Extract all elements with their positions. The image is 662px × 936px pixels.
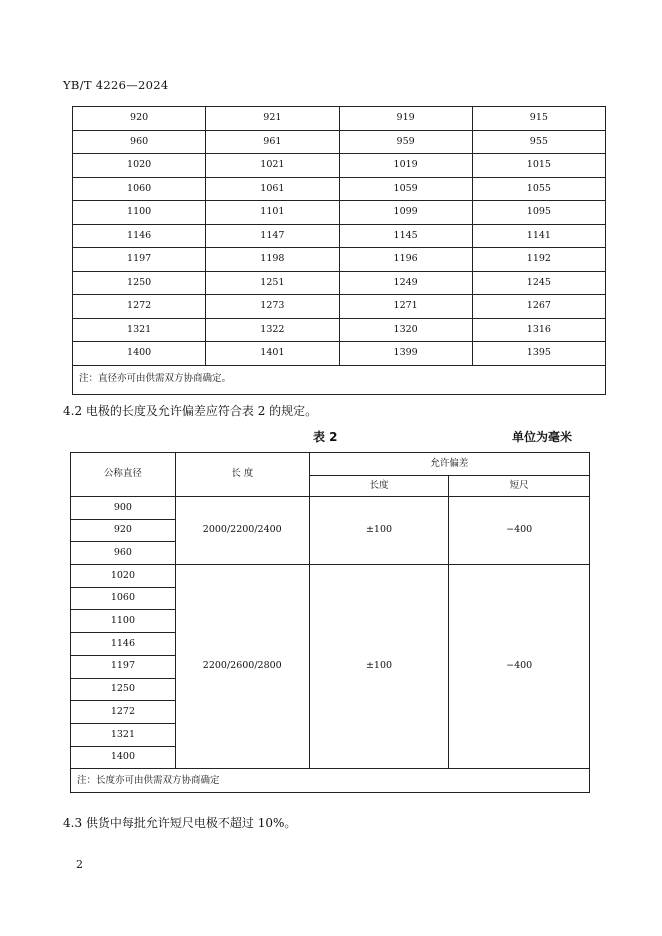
table-row <box>73 271 606 295</box>
table-cell: 1060 <box>73 177 206 201</box>
table-cell: 1196 <box>339 248 472 272</box>
table-note-row <box>73 365 606 394</box>
header-tolerance-short: 短尺 <box>449 476 590 497</box>
table-row <box>73 154 606 178</box>
document-id: YB/T 4226—2024 <box>63 78 169 92</box>
length-cell: 2200/2600/2800 <box>175 565 309 769</box>
table-row <box>73 107 606 131</box>
table-cell: 1249 <box>339 271 472 295</box>
table-row <box>73 224 606 248</box>
table-cell: 1146 <box>73 224 206 248</box>
table-cell: 1147 <box>206 224 339 248</box>
table-cell: 1059 <box>339 177 472 201</box>
table-cell: 1273 <box>206 295 339 319</box>
table-note: 注：长度亦可由供需双方协商确定 <box>71 769 590 793</box>
table-cell: 1100 <box>73 201 206 225</box>
table-cell: 1145 <box>339 224 472 248</box>
table-cell: 1316 <box>472 318 605 342</box>
table-cell: 955 <box>472 130 605 154</box>
clause-4-3: 4.3 供货中每批允许短尺电极不超过 10%。 <box>63 816 297 830</box>
table-cell: 1061 <box>206 177 339 201</box>
table-cell: 1197 <box>73 248 206 272</box>
diameter-table <box>72 106 606 395</box>
table-cell: 1245 <box>472 271 605 295</box>
table-row <box>73 130 606 154</box>
header-length: 长 度 <box>175 453 309 497</box>
table-cell: 1267 <box>472 295 605 319</box>
diameter-cell: 1020 <box>71 565 176 588</box>
table-cell: 960 <box>73 130 206 154</box>
table-cell: 1055 <box>472 177 605 201</box>
diameter-cell: 1321 <box>71 723 176 746</box>
tolerance-short-cell: −400 <box>449 497 590 565</box>
table-cell: 915 <box>472 107 605 131</box>
table-cell: 1272 <box>73 295 206 319</box>
diameter-cell: 1060 <box>71 587 176 610</box>
length-table-header-row <box>71 453 590 476</box>
table-cell: 1271 <box>339 295 472 319</box>
table-cell: 959 <box>339 130 472 154</box>
page-number: 2 <box>76 858 83 871</box>
table-cell: 1251 <box>206 271 339 295</box>
table-row <box>73 201 606 225</box>
table-note: 注：直径亦可由供需双方协商确定。 <box>73 365 606 394</box>
diameter-cell: 1100 <box>71 610 176 633</box>
table-cell: 1400 <box>73 342 206 366</box>
table-cell: 1192 <box>472 248 605 272</box>
table-cell: 1395 <box>472 342 605 366</box>
diameter-table-body <box>73 107 606 395</box>
tolerance-short-cell: −400 <box>449 565 590 769</box>
table-row <box>71 497 590 520</box>
diameter-cell: 1272 <box>71 701 176 724</box>
table-cell: 921 <box>206 107 339 131</box>
diameter-cell: 1197 <box>71 655 176 678</box>
table-cell: 1322 <box>206 318 339 342</box>
length-table <box>70 452 590 793</box>
table-row <box>73 248 606 272</box>
table-row <box>73 295 606 319</box>
table-cell: 1320 <box>339 318 472 342</box>
diameter-cell: 1250 <box>71 678 176 701</box>
table-cell: 1101 <box>206 201 339 225</box>
table-cell: 1099 <box>339 201 472 225</box>
table-cell: 1020 <box>73 154 206 178</box>
table-cell: 1021 <box>206 154 339 178</box>
table-cell: 961 <box>206 130 339 154</box>
table-cell: 919 <box>339 107 472 131</box>
diameter-cell: 1400 <box>71 746 176 769</box>
table-note-row <box>71 769 590 793</box>
header-diameter: 公称直径 <box>71 453 176 497</box>
tolerance-length-cell: ±100 <box>309 565 449 769</box>
table-cell: 920 <box>73 107 206 131</box>
tolerance-length-cell: ±100 <box>309 497 449 565</box>
table-row <box>73 177 606 201</box>
diameter-cell: 960 <box>71 542 176 565</box>
table-cell: 1399 <box>339 342 472 366</box>
table-cell: 1250 <box>73 271 206 295</box>
length-table-body <box>71 453 590 793</box>
header-tolerance-length: 长度 <box>309 476 449 497</box>
length-cell: 2000/2200/2400 <box>175 497 309 565</box>
table-cell: 1015 <box>472 154 605 178</box>
diameter-cell: 920 <box>71 519 176 542</box>
table-cell: 1321 <box>73 318 206 342</box>
table-row <box>71 565 590 588</box>
table2-unit: 单位为毫米 <box>512 430 573 444</box>
table-cell: 1095 <box>472 201 605 225</box>
table2-title: 表 2 <box>313 430 338 444</box>
table-row <box>73 342 606 366</box>
table-row <box>73 318 606 342</box>
diameter-cell: 1146 <box>71 633 176 656</box>
table-cell: 1198 <box>206 248 339 272</box>
table-cell: 1141 <box>472 224 605 248</box>
header-tolerance: 允许偏差 <box>309 453 589 476</box>
diameter-cell: 900 <box>71 497 176 520</box>
table-cell: 1401 <box>206 342 339 366</box>
clause-4-2: 4.2 电极的长度及允许偏差应符合表 2 的规定。 <box>63 404 318 418</box>
table-cell: 1019 <box>339 154 472 178</box>
